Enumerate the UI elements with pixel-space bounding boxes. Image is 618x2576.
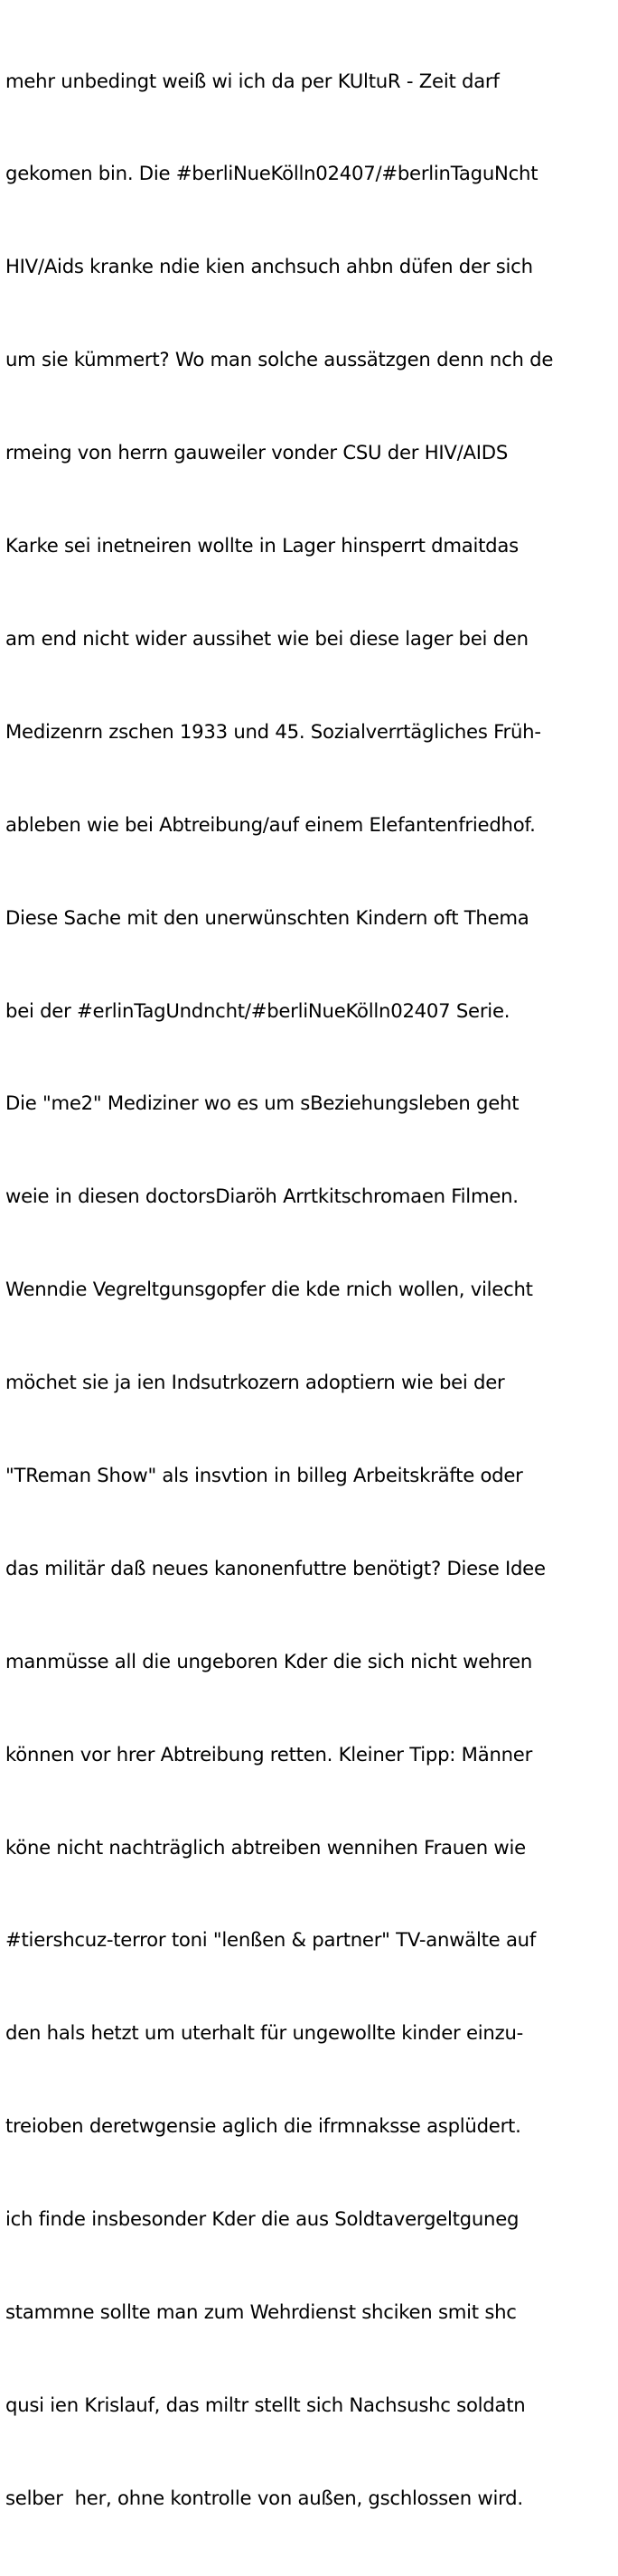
text-line: köne nicht nachträglich abtreiben wennihen Frauen wie <box>5 1835 526 1859</box>
text-line: gekomen bin. Die #berliNueKölln02407/#berlinTaguNcht <box>5 162 538 185</box>
text-line: möchet sie ja ien Indsutrkozern adoptiern wie bei der <box>5 1371 505 1394</box>
text-line: den hals hetzt um uterhalt für ungewollte kinder einzu- <box>5 2021 524 2045</box>
text-line: HIV/Aids kranke ndie kien anchsuch ahbn düfen der sich <box>5 255 533 278</box>
text-line: "TReman Show" als insvtion in billeg Arbeitskräfte oder <box>5 1463 523 1486</box>
text-line: das militär daß neues kanonenfuttre benötigt? Diese Idee <box>5 1556 546 1579</box>
text-line: mehr unbedingt weiß wi ich da per KUltuR - Zeit darf <box>5 69 500 92</box>
text-line: Karke sei inetneiren wollte in Lager hinsperrt dmaitdas <box>5 534 519 557</box>
text-line: bei der #erlinTagUndncht/#berliNueKölln02407 Serie. <box>5 998 510 1022</box>
text-line: ich finde insbesonder Kder die aus Soldtavergeltguneg <box>5 2207 520 2231</box>
text-line: Medizenrn zschen 1933 und 45. Sozialverrtägliches Früh- <box>5 719 541 743</box>
text-line: manmüsse all die ungeboren Kder die sich nicht wehren <box>5 1649 533 1672</box>
text-line: stammne sollte man zum Wehrdienst shciken smit shc <box>5 2300 517 2323</box>
text-line: um sie kümmert? Wo man solche aussätzgen denn nch de <box>5 348 554 371</box>
text-line: qusi ien Krislauf, das miltr stellt sich Nachsushc soldatn <box>5 2393 526 2416</box>
text-line: #tiershcuz-terror toni "lenßen & partner" TV-anwälte auf <box>5 1928 537 1952</box>
text-line: Diese Sache mit den unerwünschten Kindern oft Thema <box>5 905 529 929</box>
text-line: Die "me2" Mediziner wo es um sBeziehungsleben geht <box>5 1091 520 1115</box>
text-line: selber her, ohne kontrolle von außen, gschlossen wird. <box>5 2486 523 2509</box>
text-line: weie in diesen doctorsDiaröh Arrtkitschromaen Filmen. <box>5 1185 519 1208</box>
document-text-block <box>5 4 613 2576</box>
text-line: rmeing von herrn gauweiler vonder CSU der HIV/AIDS <box>5 441 509 464</box>
text-line: ableben wie bei Abtreibung/auf einem Elefantenfriedhof. <box>5 812 536 836</box>
text-line: am end nicht wider aussihet wie bei diese lager bei den <box>5 626 529 650</box>
text-line: treioben deretwgensie aglich die ifrmnaksse asplüdert. <box>5 2114 521 2138</box>
text-line: können vor hrer Abtreibung retten. Kleiner Tipp: Männer <box>5 1742 533 1766</box>
text-line: Wenndie Vegreltgunsgopfer die kde rnich wollen, vilecht <box>5 1278 533 1301</box>
